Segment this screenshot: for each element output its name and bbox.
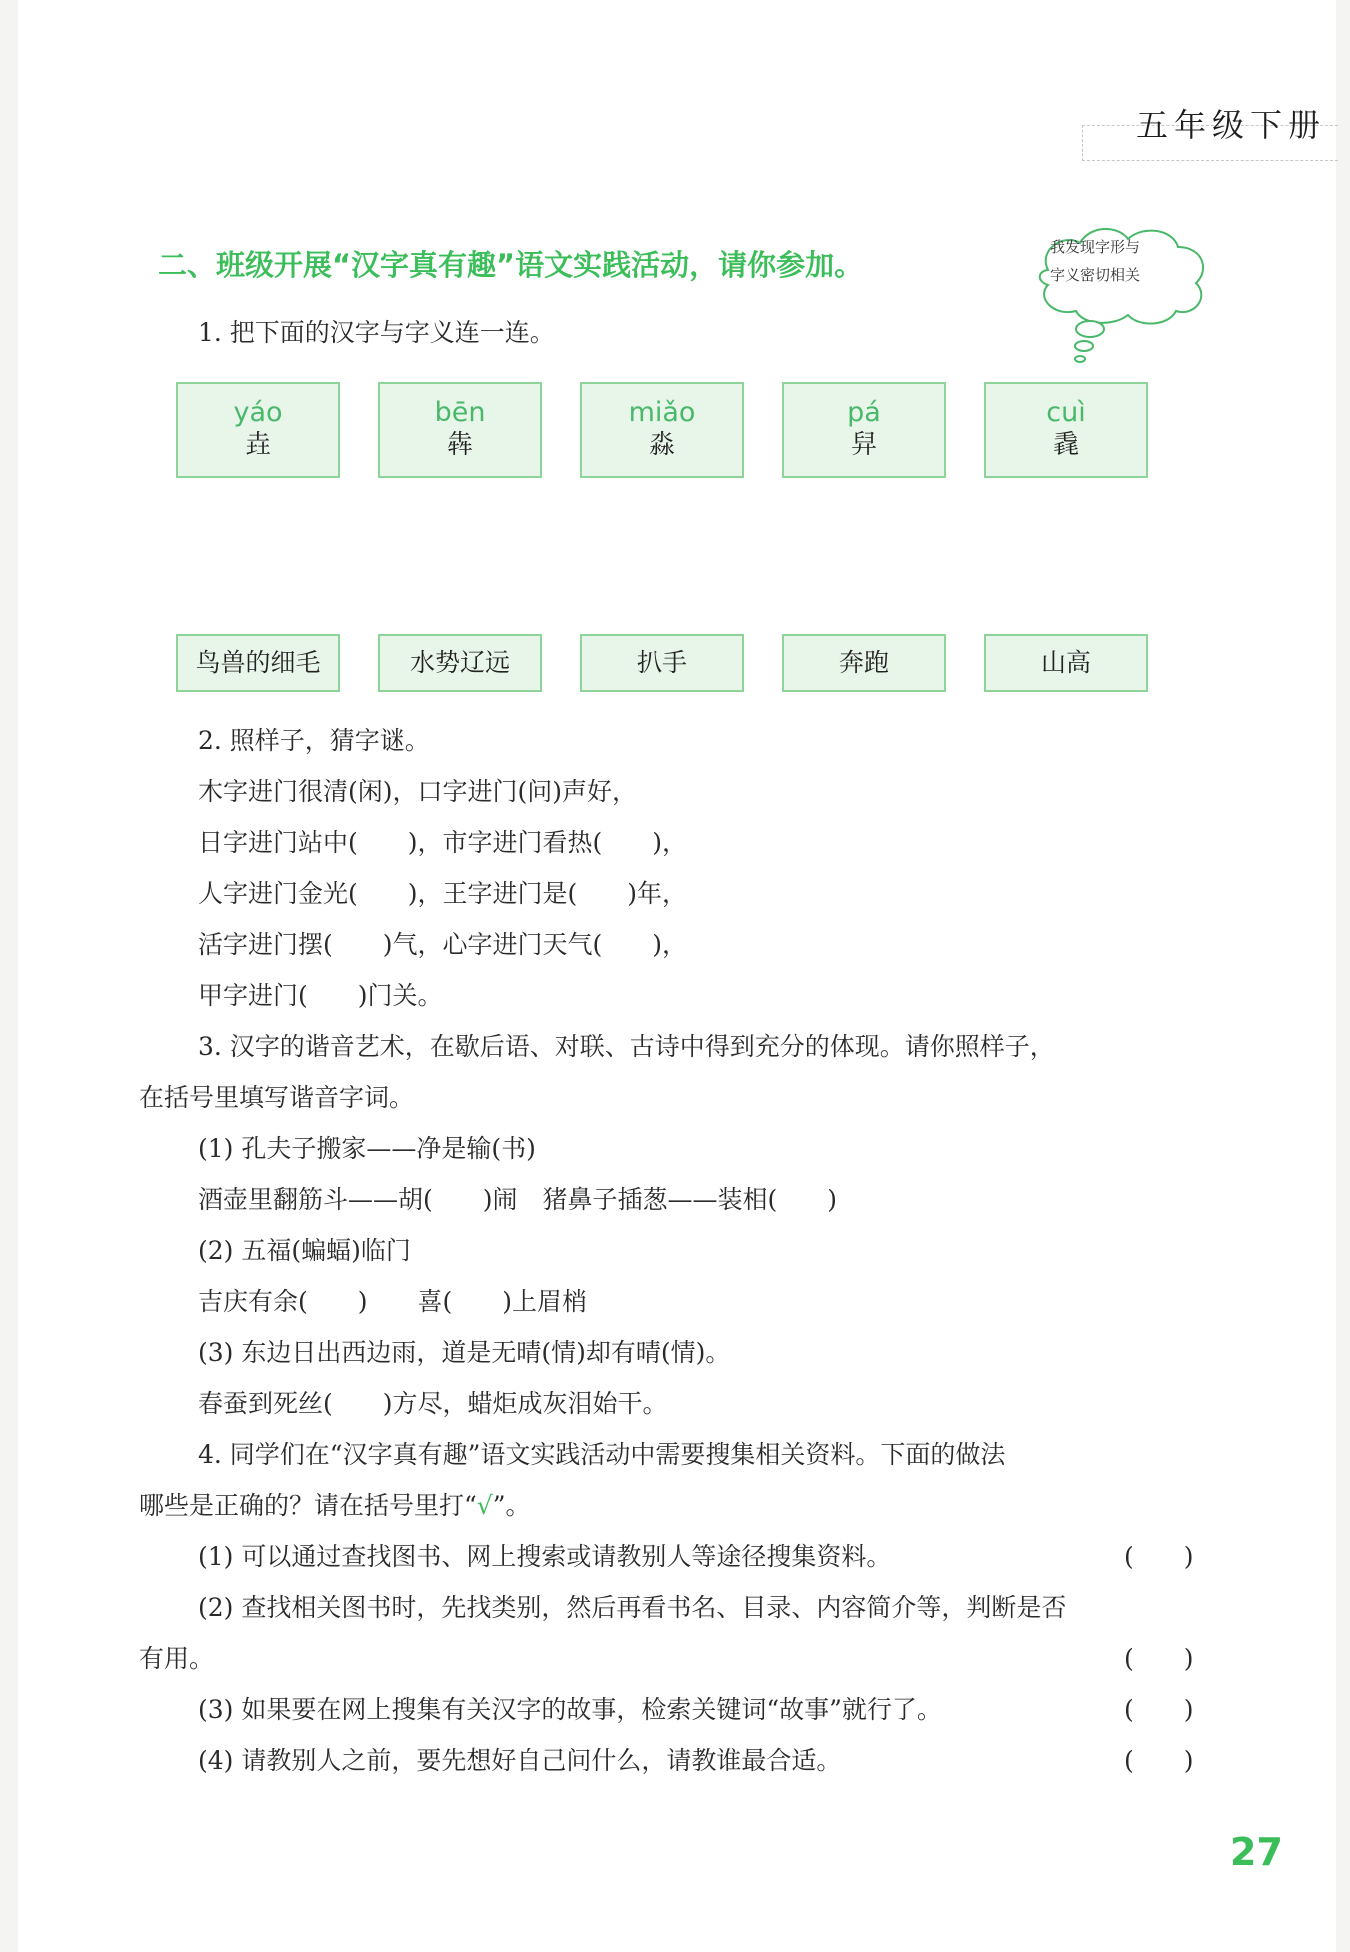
q4-prompt-end: ”。: [492, 1491, 531, 1520]
char: 舁: [850, 430, 877, 460]
q4-prompt-text: 哪些是正确的？请在括号里打“: [139, 1491, 477, 1520]
pinyin: miǎo: [628, 397, 696, 428]
q2-line: 人字进门金光( )，王字进门是( )年，: [198, 879, 688, 908]
q4-item: (4) 请教别人之前，要先想好自己问什么，请教谁最合适。: [198, 1746, 842, 1775]
q1-prompt: 1. 把下面的汉字与字义连一连。: [198, 318, 555, 347]
char-box[interactable]: [984, 382, 1148, 478]
pinyin: bēn: [434, 397, 486, 428]
char-box[interactable]: [378, 382, 542, 478]
q2-line: 木字进门很清(闲)，口字进门(问)声好，: [198, 777, 638, 806]
q3-prompt: 3. 汉字的谐音艺术，在歇后语、对联、古诗中得到充分的体现。请你照样子，: [198, 1032, 1055, 1061]
q3-prompt-cont: 在括号里填写谐音字词。: [139, 1083, 415, 1112]
pinyin: cuì: [1046, 397, 1086, 428]
page-number: 27: [1230, 1830, 1283, 1874]
q4-item-cont: 有用。: [139, 1644, 215, 1673]
char-box[interactable]: [782, 382, 946, 478]
q3-line: (2) 五福(蝙蝠)临门: [198, 1236, 411, 1265]
meaning-box[interactable]: 山高: [984, 634, 1148, 692]
q2-line: 甲字进门( )门关。: [198, 981, 443, 1010]
q3-line: 春蚕到死丝( )方尽，蜡炬成灰泪始干。: [198, 1389, 668, 1418]
q3-line: 酒壶里翻筋斗——胡( )闹 猪鼻子插葱——装相( ): [198, 1185, 838, 1214]
q2-line: 日字进门站中( )，市字进门看热( )，: [198, 828, 688, 857]
q3-line: (1) 孔夫子搬家——净是输(书): [198, 1134, 536, 1163]
answer-paren[interactable]: ( ): [1124, 1746, 1194, 1775]
char: 淼: [648, 430, 675, 460]
section-title: 二、班级开展“汉字真有趣”语文实践活动，请你参加。: [158, 248, 864, 282]
q4-item: (2) 查找相关图书时，先找类别，然后再看书名、目录、内容简介等，判断是否: [198, 1593, 1067, 1622]
q4-item: (3) 如果要在网上搜集有关汉字的故事，检索关键词“故事”就行了。: [198, 1695, 942, 1724]
meaning-box[interactable]: 鸟兽的细毛: [176, 634, 340, 692]
answer-paren[interactable]: ( ): [1124, 1695, 1194, 1724]
check-mark: √: [476, 1491, 493, 1520]
char-box[interactable]: [176, 382, 340, 478]
char: 垚: [244, 430, 271, 460]
bubble-line-1: 我发现字形与: [1050, 238, 1141, 256]
answer-paren[interactable]: ( ): [1124, 1542, 1194, 1571]
meaning-box[interactable]: 扒手: [580, 634, 744, 692]
q3-line: 吉庆有余( ) 喜( )上眉梢: [198, 1287, 588, 1316]
answer-paren[interactable]: ( ): [1124, 1644, 1194, 1673]
char: 犇: [446, 430, 473, 460]
q3-line: (3) 东边日出西边雨，道是无晴(情)却有晴(情)。: [198, 1338, 731, 1367]
char-box[interactable]: [580, 382, 744, 478]
pinyin: pá: [847, 397, 881, 428]
pinyin: yáo: [233, 397, 283, 428]
bubble-line-2: 字义密切相关: [1050, 266, 1141, 284]
meaning-box[interactable]: 水势辽远: [378, 634, 542, 692]
char: 毳: [1052, 430, 1079, 460]
workbook-page: [18, 0, 1336, 1952]
q4-prompt: 4. 同学们在“汉字真有趣”语文实践活动中需要搜集相关资料。下面的做法: [198, 1440, 1006, 1469]
q2-line: 活字进门摆( )气，心字进门天气( )，: [198, 930, 688, 959]
q4-item: (1) 可以通过查找图书、网上搜索或请教别人等途径搜集资料。: [198, 1542, 892, 1571]
q2-prompt: 2. 照样子，猜字谜。: [198, 726, 430, 755]
meaning-box[interactable]: 奔跑: [782, 634, 946, 692]
q4-prompt-cont: [139, 1491, 531, 1521]
grade-label: 五年级下册: [1136, 106, 1327, 144]
